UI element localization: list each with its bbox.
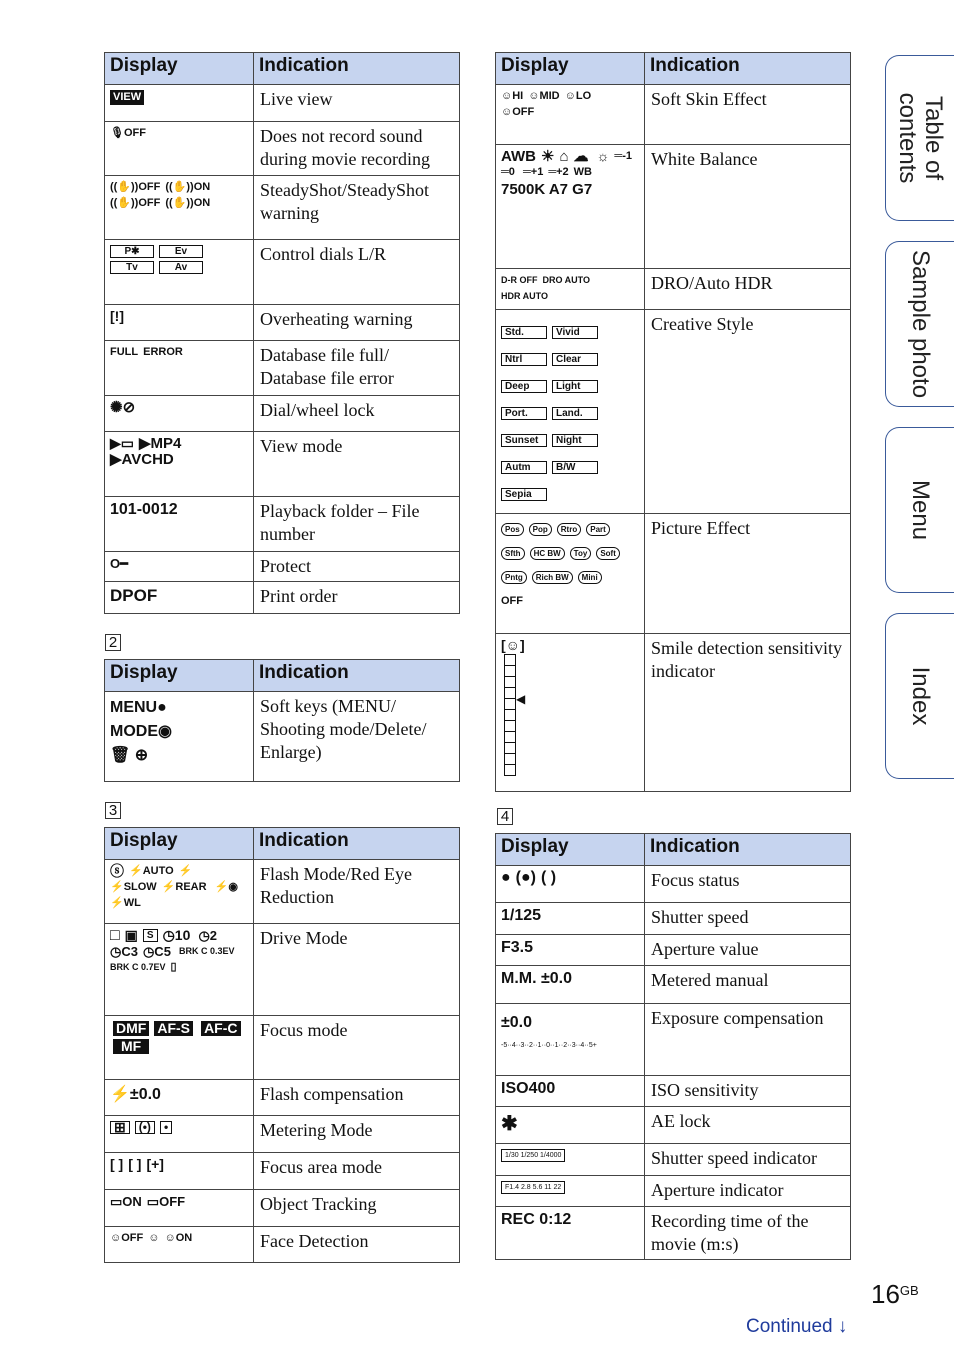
- style-std-icon: Std.: [501, 326, 547, 339]
- table-row: [105, 305, 460, 341]
- flash-fill-icon: ⚡: [178, 865, 193, 877]
- table-row: [496, 269, 851, 310]
- table-row: [496, 1107, 851, 1144]
- bracket-07-icon: BRK C 0.7EV: [110, 962, 166, 972]
- table-row: [105, 582, 460, 614]
- cloudy-icon: ☁: [573, 148, 589, 165]
- effect-pop-icon: Pop: [529, 523, 552, 536]
- table-row: [105, 692, 460, 782]
- header-indication: Indication: [254, 660, 460, 692]
- header-indication: Indication: [645, 834, 851, 866]
- row-indication: Shutter speed indicator: [645, 1144, 851, 1176]
- self-timer-10-icon: ◷10: [162, 927, 191, 943]
- remote-icon: ▯: [170, 961, 177, 973]
- header-display: Display: [105, 660, 254, 692]
- flash-wl-icon: ⚡WL: [110, 897, 141, 909]
- style-sunset-icon: Sunset: [501, 434, 547, 447]
- style-sepia-icon: Sepia: [501, 488, 547, 501]
- face-registered-icon: ☺: [148, 1232, 160, 1244]
- fluorescent-0-icon: ═0: [501, 166, 515, 178]
- table-display-indication-1: [104, 52, 460, 614]
- table-row: [105, 341, 460, 396]
- mic-off-icon: 🎙OFF: [110, 127, 146, 139]
- dmf-icon: DMF: [113, 1021, 149, 1036]
- effect-mini-icon: Mini: [578, 571, 602, 584]
- header-indication: Indication: [645, 53, 851, 85]
- steadyshot-off-icon: ((✋))OFF: [110, 181, 161, 193]
- wide-area-icon: [ ]: [110, 1156, 124, 1172]
- page-suffix: GB: [899, 1283, 919, 1298]
- row-indication: Focus area mode: [254, 1153, 460, 1190]
- row-indication: Metered manual: [645, 966, 851, 1004]
- protect-key-icon: O━: [110, 556, 128, 571]
- table-row: [105, 85, 460, 122]
- effect-pntg-icon: Pntg: [501, 571, 527, 584]
- fluorescent-plus2-icon: ═+2: [548, 166, 569, 178]
- flexible-spot-icon: [+]: [146, 1156, 164, 1172]
- shutter-speed-indicator: 1/30 1/250 1/4000: [501, 1149, 565, 1162]
- shutter-speed-value: 1/125: [501, 907, 542, 924]
- effect-soft-icon: Soft: [596, 547, 620, 560]
- row-indication: Soft keys (MENU/ Shooting mode/Delete/ Enlarge): [254, 692, 460, 782]
- table-row: [105, 1153, 460, 1190]
- header-display: Display: [496, 834, 645, 866]
- row-indication: Focus mode: [254, 1016, 460, 1080]
- row-indication: Recording time of the movie (m:s): [645, 1207, 851, 1260]
- row-indication: DRO/Auto HDR: [645, 269, 851, 310]
- hdr-auto-icon: HDR AUTO: [501, 291, 548, 301]
- database-full-icon: FULL: [110, 346, 139, 358]
- table-row: [105, 432, 460, 497]
- af-c-icon: AF-C: [201, 1021, 240, 1036]
- section-number-4: 4: [497, 808, 513, 825]
- awb-icon: AWB: [501, 148, 536, 165]
- overheating-icon: [!]: [110, 308, 124, 324]
- row-indication: Does not record sound during movie recording: [254, 122, 460, 176]
- self-timer-c3-icon: ◷C3: [110, 944, 138, 959]
- row-indication: Picture Effect: [645, 514, 851, 634]
- color-temp-value: 7500K A7 G7: [501, 181, 593, 198]
- flash-compensation-icon: ⚡±0.0: [110, 1086, 161, 1103]
- fluorescent-minus1-icon: ═-1: [614, 150, 632, 162]
- row-indication: Soft Skin Effect: [645, 85, 851, 145]
- view-icon: VIEW: [110, 90, 144, 105]
- header-display: Display: [496, 53, 645, 85]
- table-row: [496, 85, 851, 145]
- continuous-icon: ▣: [124, 927, 138, 943]
- row-indication: Exposure compensation: [645, 1004, 851, 1076]
- tracking-on-icon: ▭ON: [110, 1194, 142, 1209]
- table-row: [105, 1227, 460, 1263]
- red-eye-icon: ⚡◉: [214, 881, 238, 893]
- soft-skin-off-icon: ☺OFF: [501, 106, 535, 118]
- table-row: [105, 924, 460, 1016]
- header-display: Display: [105, 828, 254, 860]
- speed-priority-icon: S: [143, 929, 158, 942]
- table-display-indication-5: [495, 833, 851, 1260]
- bracket-03-icon: BRK C 0.3EV: [179, 946, 235, 956]
- effect-off-icon: OFF: [501, 595, 523, 608]
- soft-skin-mid-icon: ☺MID: [528, 90, 560, 102]
- row-indication: Protect: [254, 552, 460, 582]
- steadyshot-on-warning-icon: ((✋))ON: [165, 197, 211, 209]
- table-row: [496, 1207, 851, 1260]
- focus-locked-icon: ●: [501, 869, 511, 886]
- table-row: [105, 552, 460, 582]
- table-row: [496, 310, 851, 514]
- effect-richbw-icon: Rich BW: [532, 571, 573, 584]
- table-row: [496, 1176, 851, 1207]
- table-row: [496, 145, 851, 269]
- row-indication: View mode: [254, 432, 460, 497]
- section-number-2: 2: [105, 634, 121, 651]
- row-indication: Aperture value: [645, 935, 851, 966]
- flash-off-icon: ⓢ: [110, 863, 124, 879]
- dro-auto-icon: DRO AUTO: [542, 275, 591, 285]
- style-bw-icon: B/W: [552, 461, 598, 474]
- table-row: [105, 122, 460, 176]
- row-indication: Dial/wheel lock: [254, 396, 460, 432]
- row-indication: Drive Mode: [254, 924, 460, 1016]
- effect-sfth-icon: Sfth: [501, 547, 525, 560]
- table-row: [496, 966, 851, 1004]
- single-shot-icon: □: [110, 927, 120, 944]
- table-row: [105, 1080, 460, 1116]
- style-vivid-icon: Vivid: [552, 326, 598, 339]
- exposure-compensation-value: ±0.0: [501, 1014, 533, 1031]
- row-indication: Control dials L/R: [254, 240, 460, 305]
- table-row: [496, 634, 851, 792]
- table-row: [496, 903, 851, 935]
- recording-time-value: REC 0:12: [501, 1211, 572, 1228]
- dro-off-icon: D-R OFF: [501, 275, 538, 285]
- smile-sensitivity-meter: [504, 654, 516, 776]
- row-indication: Metering Mode: [254, 1116, 460, 1153]
- row-indication: Flash compensation: [254, 1080, 460, 1116]
- table-display-indication-2: [104, 659, 460, 782]
- dpof-icon: DPOF: [110, 586, 158, 605]
- effect-pos-icon: Pos: [501, 523, 524, 536]
- table-row: [496, 1004, 851, 1076]
- database-error-icon: ERROR: [143, 346, 183, 358]
- row-indication: Focus status: [645, 866, 851, 903]
- face-detect-on-icon: ☺ON: [164, 1232, 193, 1244]
- row-indication: Live view: [254, 85, 460, 122]
- dial-tv-icon: Tv: [110, 261, 154, 274]
- table-row: [105, 176, 460, 240]
- row-indication: Playback folder – File number: [254, 497, 460, 552]
- mf-icon: MF: [113, 1039, 149, 1054]
- view-mode-folder-icon: ▶▭: [110, 435, 134, 451]
- fluorescent-plus1-icon: ═+1: [522, 166, 544, 178]
- ae-lock-icon: ✱: [501, 1113, 518, 1135]
- dial-lock-icon: ✺⊘: [110, 399, 136, 416]
- steadyshot-on-icon: ((✋))ON: [165, 181, 211, 193]
- row-indication: Shutter speed: [645, 903, 851, 935]
- table-row: [496, 866, 851, 903]
- table-row: [105, 860, 460, 924]
- table-row: [105, 497, 460, 552]
- soft-skin-lo-icon: ☺LO: [564, 90, 592, 102]
- row-indication: AE lock: [645, 1107, 851, 1144]
- self-timer-c5-icon: ◷C5: [142, 944, 171, 959]
- row-indication: Flash Mode/Red Eye Reduction: [254, 860, 460, 924]
- menu-key-icon: MENU●: [110, 699, 167, 716]
- page-number: $16^{GB}$: [871, 1279, 919, 1309]
- style-light-icon: Light: [552, 380, 598, 393]
- flash-slow-icon: ⚡SLOW: [110, 881, 157, 893]
- header-display: Display: [105, 53, 254, 85]
- focus-search-icon: ( ): [541, 869, 557, 886]
- effect-hcbw-icon: HC BW: [530, 547, 565, 560]
- focus-continuous-icon: (●): [515, 869, 536, 886]
- row-indication: Object Tracking: [254, 1190, 460, 1227]
- table-row: [105, 1116, 460, 1153]
- dial-ev-icon: Ev: [159, 245, 203, 258]
- table-row: [496, 1076, 851, 1107]
- view-mode-avchd-icon: ▶AVCHD: [110, 451, 174, 468]
- flash-auto-icon: ⚡AUTO: [129, 865, 174, 877]
- row-indication: Smile detection sensitivity indicator: [645, 634, 851, 792]
- header-indication: Indication: [254, 828, 460, 860]
- table-row: [105, 1190, 460, 1227]
- spot-metering-icon: •: [160, 1121, 172, 1134]
- metered-manual-value: M.M. ±0.0: [501, 970, 573, 987]
- dial-av-icon: Av: [159, 261, 203, 274]
- exposure-scale: -5··4··3··2··1··0··1··2··3··4··5+: [501, 1042, 597, 1049]
- face-detect-off-icon: ☺OFF: [110, 1232, 144, 1244]
- tab-table-of-contents[interactable]: Table of contents: [885, 55, 954, 221]
- style-night-icon: Night: [552, 434, 598, 447]
- iso-value: ISO400: [501, 1080, 556, 1097]
- steadyshot-off-warning-icon: ((✋))OFF: [110, 197, 161, 209]
- table-row: [496, 1144, 851, 1176]
- row-indication: Face Detection: [254, 1227, 460, 1263]
- effect-part-icon: Part: [586, 523, 610, 536]
- center-metering-icon: (•): [135, 1121, 155, 1134]
- tab-sample-photo[interactable]: Sample photo: [885, 241, 954, 407]
- delete-enlarge-icon: 🗑 ⊕: [110, 747, 149, 764]
- row-indication: Overheating warning: [254, 305, 460, 341]
- section-number-3: 3: [105, 802, 121, 819]
- style-land-icon: Land.: [552, 407, 598, 420]
- row-indication: Aperture indicator: [645, 1176, 851, 1207]
- table-row: [105, 1016, 460, 1080]
- incandescent-icon: ☼: [596, 148, 610, 164]
- shade-icon: ⌂: [559, 148, 569, 165]
- af-s-icon: AF-S: [154, 1021, 193, 1036]
- daylight-icon: ☀: [541, 148, 555, 165]
- self-timer-2-icon: ◷2: [198, 928, 218, 943]
- table-row: [496, 935, 851, 966]
- mode-key-icon: MODE◉: [110, 723, 172, 740]
- arrow-down-icon: ↓: [837, 1316, 848, 1337]
- style-port-icon: Port.: [501, 407, 547, 420]
- view-mode-mp4-icon: ▶MP4: [139, 435, 182, 452]
- row-indication: SteadyShot/SteadyShot warning: [254, 176, 460, 240]
- smile-icon: [☺]: [501, 637, 525, 653]
- table-display-indication-3: [104, 827, 460, 1263]
- style-clear-icon: Clear: [552, 353, 598, 366]
- table-row: [105, 396, 460, 432]
- effect-rtro-icon: Rtro: [557, 523, 581, 536]
- effect-toy-icon: Toy: [570, 547, 592, 560]
- row-indication: Print order: [254, 582, 460, 614]
- tracking-off-icon: ▭OFF: [146, 1194, 186, 1209]
- dial-p-icon: P✱: [110, 245, 154, 258]
- aperture-indicator: F1.4 2.8 5.6 11 22: [501, 1181, 565, 1194]
- style-ntrl-icon: Ntrl: [501, 353, 547, 366]
- continued-link[interactable]: Continued ↓: [746, 1316, 848, 1337]
- meter-pointer-icon: ◀: [516, 692, 526, 706]
- row-indication: Creative Style: [645, 310, 851, 514]
- table-display-indication-4: [495, 52, 851, 792]
- tab-menu[interactable]: Menu: [885, 427, 954, 593]
- header-indication: Indication: [254, 53, 460, 85]
- multi-metering-icon: ⊞: [110, 1121, 130, 1134]
- table-row: [496, 514, 851, 634]
- flash-wb-icon: WB: [573, 166, 592, 178]
- style-deep-icon: Deep: [501, 380, 547, 393]
- flash-rear-icon: ⚡REAR: [161, 881, 207, 893]
- table-row: [105, 240, 460, 305]
- aperture-value: F3.5: [501, 939, 534, 956]
- soft-skin-hi-icon: ☺HI: [501, 90, 524, 102]
- tab-index[interactable]: Index: [885, 613, 954, 779]
- style-autm-icon: Autm: [501, 461, 547, 474]
- folder-file-number: 101-0012: [110, 501, 178, 518]
- row-indication: ISO sensitivity: [645, 1076, 851, 1107]
- center-area-icon: [ ]: [128, 1156, 142, 1172]
- row-indication: Database file full/ Database file error: [254, 341, 460, 396]
- row-indication: White Balance: [645, 145, 851, 269]
